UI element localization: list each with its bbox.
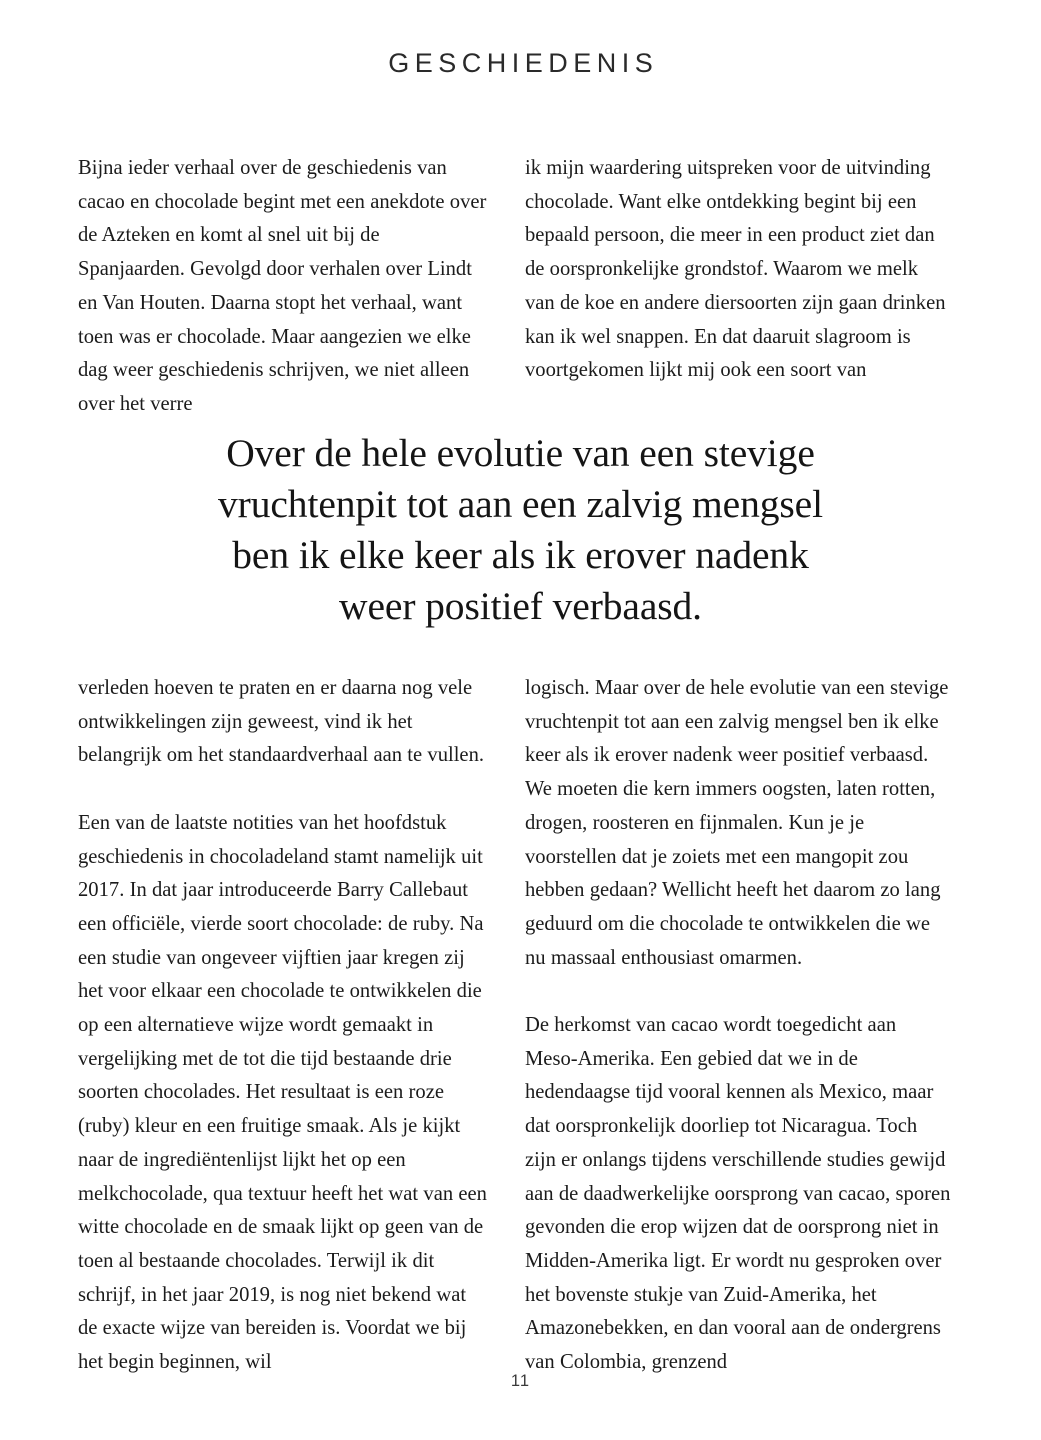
pull-quote-line: vruchtenpit tot aan een zalvig mengsel	[218, 482, 823, 526]
pull-quote	[78, 428, 963, 632]
page-number: 11	[510, 1372, 531, 1390]
paragraph: verleden hoeven te praten en er daarna nog vele ontwikkelingen zijn geweest, vind ik het belangrijk om het standaardverhaal aan te vullen.	[78, 677, 485, 767]
bottom-right-column	[525, 672, 951, 1380]
paragraph: Bijna ieder verhaal over de geschiedenis van cacao en chocolade begint met een anekdote over de Azteken en komt al snel uit bij de Spanjaarden. Gevolgd door verhalen over Lindt en Van Houten. Daarna stopt het verhaal, want toen was er chocolade. Maar aangezien we elke dag weer geschiedenis schrijven, we niet alleen over het verre	[78, 157, 487, 415]
running-head: GESCHIEDENIS	[388, 48, 659, 78]
pull-quote-line: Over de hele evolutie van een stevige	[226, 431, 815, 475]
top-text-block	[78, 152, 963, 422]
paragraph: De herkomst van cacao wordt toegedicht aan Meso-Amerika. Een gebied dat we in de hedendaagse tijd vooral kennen als Mexico, maar dat oorspronkelijk doorliep tot Nicaragua. Toch zijn er onlangs tijdens verschillende studies gewijd aan de daadwerkelijke oorsprong van cacao, sporen gevonden die erop wijzen dat de oorsprong niet in Midden-Amerika ligt. Er wordt nu gesproken over het bovenste stukje van Zuid-Amerika, het Amazonebekken, en dan vooral aan de ondergrens van Colombia, grenzend	[525, 1014, 951, 1374]
bottom-text-block	[78, 672, 963, 1380]
paragraph: ik mijn waardering uitspreken voor de uitvinding chocolade. Want elke ontdekking begint bij een bepaald persoon, die meer in een product ziet dan de oorspronkelijke grondstof. Waarom we melk van de koe en andere diersoorten zijn gaan drinken kan ik wel snappen. En dat daaruit slagroom is voortgekomen lijkt mij ook een soort van	[525, 157, 946, 382]
top-right-column	[525, 152, 951, 422]
paragraph: logisch. Maar over de hele evolutie van een stevige vruchtenpit tot aan een zalvig mengsel ben ik elke keer als ik erover nadenk weer positief verbaasd. We moeten die kern immers oogsten, laten rotten, drogen, roosteren en fijnmalen. Kun je je voorstellen dat je zoiets met een mangopit zou hebben gedaan? Wellicht heeft het daarom zo lang geduurd om die chocolade te ontwikkelen die we nu massaal enthousiast omarmen.	[525, 677, 949, 969]
paragraph: Een van de laatste notities van het hoofdstuk geschiedenis in chocoladeland stamt namelijk uit 2017. In dat jaar introduceerde Barry Callebaut een officiële, vierde soort chocolade: de ruby. Na een studie van ongeveer vijftien jaar kregen zij het voor elkaar een chocolade te ontwikkelen die op een alternatieve wijze wordt gemaakt in vergelijking met de tot die tijd bestaande drie soorten chocolades. Het resultaat is een roze (ruby) kleur en een fruitige smaak. Als je kijkt naar de ingrediëntenlijst lijkt het op een melkchocolade, qua textuur heeft het wat van een witte chocolade en de smaak lijkt op geen van de toen al bestaande chocolades. Terwijl ik dit schrijf, in het jaar 2019, is nog niet bekend wat de exacte wijze van bereiden is. Voordat we bij het begin beginnen, wil	[78, 811, 487, 1374]
pull-quote-line: weer positief verbaasd.	[339, 584, 702, 628]
top-left-column	[78, 152, 487, 422]
pull-quote-line: ben ik elke keer als ik erover nadenk	[232, 533, 809, 577]
bottom-left-column	[78, 672, 487, 1380]
